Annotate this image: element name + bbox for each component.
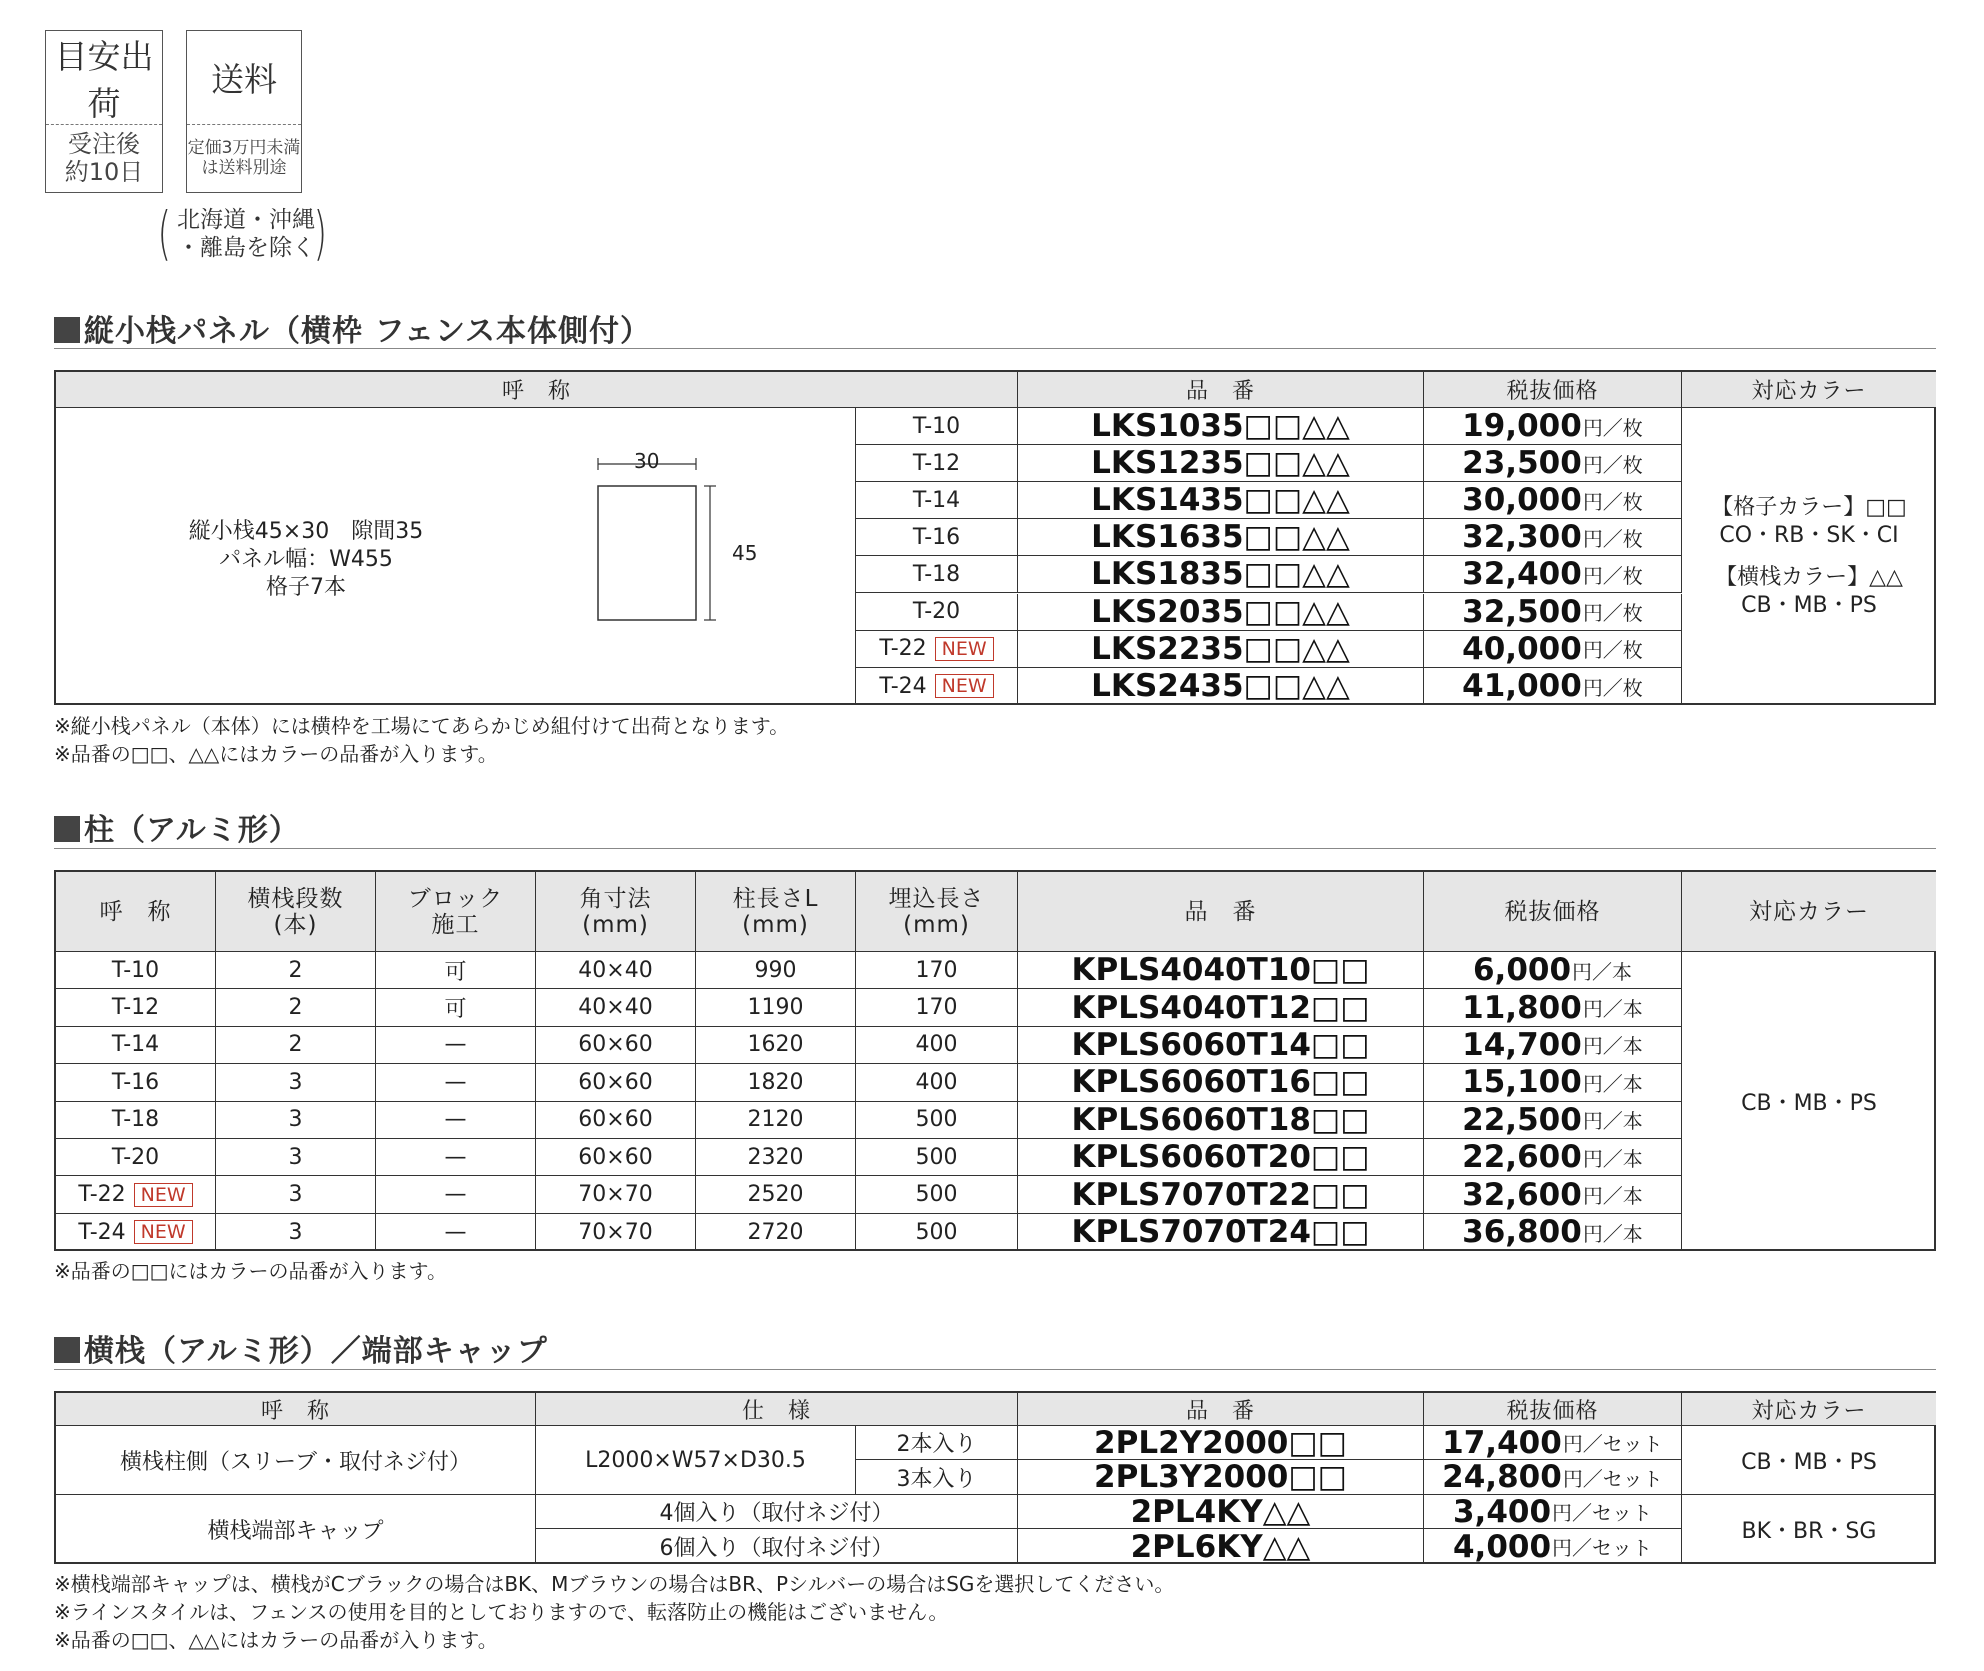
price-unit: 円／本 (1582, 1184, 1643, 1209)
size-name-cell (56, 952, 216, 989)
t3-header-color: 対応カラー (1682, 1393, 1936, 1426)
post-embed: 170 (856, 952, 1018, 989)
price-cell (1424, 594, 1682, 631)
size-name: T-16 (111, 1069, 160, 1095)
shipping-fee-line2: は送料別途 (201, 157, 287, 178)
price-value: 22,500 (1462, 1101, 1582, 1138)
price-unit: 円／本 (1582, 1109, 1643, 1134)
shipping-estimate-line2: 約10日 (64, 157, 144, 186)
price-value: 32,300 (1462, 519, 1582, 556)
panel-color-cell (1682, 408, 1936, 705)
post-block: — (376, 1176, 536, 1213)
part-number: KPLS7070T22□□ (1018, 1176, 1424, 1213)
new-badge: NEW (935, 637, 994, 661)
size-name-cell (56, 1176, 216, 1213)
size-name-cell (856, 594, 1018, 631)
price-unit: 円／本 (1582, 997, 1643, 1022)
post-size: 60×60 (536, 1139, 696, 1176)
shipping-fee-box (186, 30, 302, 193)
size-name: T-24 (78, 1219, 126, 1245)
price-cell (1424, 631, 1682, 668)
size-name-cell (856, 556, 1018, 593)
price-unit: 円／枚 (1582, 563, 1643, 588)
section2-note: ※品番の□□にはカラーの品番が入ります。 (54, 1259, 447, 1283)
price-value: 36,800 (1462, 1214, 1582, 1251)
cap-price-unit: 円／セット (1552, 1501, 1653, 1525)
t3-header-name: 呼 称 (56, 1393, 536, 1426)
post-length: 1190 (696, 989, 856, 1026)
price-unit: 円／枚 (1582, 675, 1643, 700)
section3-rule (54, 1369, 1936, 1370)
cap-price (1424, 1495, 1682, 1529)
post-size: 60×60 (536, 1064, 696, 1101)
panel-spec-line1: 縦小栈45×30 隙間35 (188, 519, 424, 544)
post-tiers: 2 (216, 1027, 376, 1064)
post-tiers: 3 (216, 1176, 376, 1213)
t2-header-price: 税抜価格 (1424, 872, 1682, 952)
part-number: LKS1835□□△△ (1018, 556, 1424, 593)
price-cell (1424, 1027, 1682, 1064)
price-cell (1424, 952, 1682, 989)
open-paren: ( (157, 199, 172, 267)
part-number: KPLS6060T16□□ (1018, 1064, 1424, 1101)
section1-note: ※品番の□□、△△にはカラーの品番が入ります。 (54, 742, 498, 766)
post-price-table (54, 870, 1936, 1251)
part-number: KPLS7070T24□□ (1018, 1214, 1424, 1251)
price-value: 14,700 (1462, 1026, 1582, 1063)
rail-price-unit: 円／セット (1562, 1432, 1663, 1456)
panel-price-table (54, 370, 1936, 705)
rail-cap-price-table (54, 1391, 1936, 1564)
section1-notes (54, 712, 789, 768)
size-name-cell (56, 1027, 216, 1064)
close-paren: ) (313, 199, 328, 267)
region-note-line2: ・離島を除く (177, 235, 315, 261)
cap-qty-6: 6個入り（取付ネジ付） (536, 1529, 1018, 1564)
price-cell (1424, 445, 1682, 482)
post-color-cell: CB・MB・PS (1741, 1091, 1877, 1116)
price-cell (1424, 668, 1682, 705)
post-size: 70×70 (536, 1214, 696, 1251)
post-embed: 400 (856, 1064, 1018, 1101)
price-cell (1424, 989, 1682, 1026)
price-value: 41,000 (1462, 668, 1582, 705)
part-number: KPLS6060T18□□ (1018, 1102, 1424, 1139)
post-size: 70×70 (536, 1176, 696, 1213)
diagram-width-label: 30 (634, 449, 660, 473)
cap-price-value: 3,400 (1452, 1493, 1552, 1530)
price-unit: 円／枚 (1582, 489, 1643, 514)
size-name: T-24 (879, 673, 927, 699)
t2-header-size: 角寸法 (mm) (536, 872, 696, 952)
square-bullet-icon (54, 317, 80, 343)
part-number: LKS1635□□△△ (1018, 519, 1424, 556)
size-name: T-14 (111, 1032, 160, 1058)
price-unit: 円／本 (1582, 1146, 1643, 1171)
price-cell (1424, 408, 1682, 445)
rail-spec-cell: L2000×W57×D30.5 (536, 1426, 856, 1495)
section2-title-text: 柱（アルミ形） (84, 813, 300, 848)
cap-price-value: 4,000 (1452, 1528, 1552, 1565)
price-value: 22,600 (1462, 1139, 1582, 1176)
post-block: 可 (376, 989, 536, 1026)
t3-header-spec: 仕 様 (536, 1393, 1018, 1426)
post-block: 可 (376, 952, 536, 989)
post-embed: 170 (856, 989, 1018, 1026)
price-cell (1424, 1064, 1682, 1101)
rail-color-values: CB・MB・PS (1741, 592, 1877, 618)
size-name: T-10 (111, 957, 160, 983)
post-size: 40×40 (536, 989, 696, 1026)
post-length: 1620 (696, 1027, 856, 1064)
section3-note: ※横栈端部キャップは、横栈がCブラックの場合はBK、Mブラウンの場合はBR、Pシルバーの場合はSGを選択してください。 (54, 1572, 1175, 1596)
post-length: 990 (696, 952, 856, 989)
price-unit: 円／枚 (1582, 601, 1643, 626)
t2-header-name: 呼 称 (56, 872, 216, 952)
price-value: 6,000 (1472, 952, 1572, 989)
panel-spec-line3: 格子7本 (266, 575, 346, 600)
size-name: T-10 (912, 413, 961, 439)
price-value: 32,400 (1462, 556, 1582, 593)
t2-header-block: ブロック 施工 (376, 872, 536, 952)
t3-header-price: 税抜価格 (1424, 1393, 1682, 1426)
section1-title-text: 縦小栈パネル（横枠 フェンス本体側付） (84, 314, 652, 349)
t2-header-length: 柱長さL (mm) (696, 872, 856, 952)
price-cell (1424, 1139, 1682, 1176)
part-number: KPLS6060T14□□ (1018, 1027, 1424, 1064)
post-tiers: 3 (216, 1139, 376, 1176)
size-name-cell (56, 1102, 216, 1139)
price-unit: 円／本 (1572, 959, 1633, 984)
t2-header-tiers: 横栈段数 (本) (216, 872, 376, 952)
square-bullet-icon (54, 1337, 80, 1363)
part-number: LKS2035□□△△ (1018, 594, 1424, 631)
part-number: KPLS6060T20□□ (1018, 1139, 1424, 1176)
t1-header-part-no: 品 番 (1018, 372, 1424, 408)
size-name: T-18 (912, 561, 961, 587)
post-tiers: 2 (216, 952, 376, 989)
price-value: 11,800 (1462, 989, 1582, 1026)
shipping-estimate-box (45, 30, 163, 193)
part-number: KPLS4040T10□□ (1018, 952, 1424, 989)
lattice-color-label: 【格子カラー】□□ (1711, 494, 1907, 520)
part-number: LKS2435□□△△ (1018, 668, 1424, 705)
rail-qty-3: 3本入り (856, 1460, 1018, 1495)
size-name-cell (856, 631, 1018, 668)
section1-title (54, 306, 651, 350)
shipping-fee-title: 送料 (211, 60, 277, 99)
rail-price (1424, 1460, 1682, 1495)
size-name-cell (56, 1064, 216, 1101)
post-block: — (376, 1214, 536, 1251)
square-bullet-icon (54, 816, 80, 842)
rail-color-cell: CB・MB・PS (1682, 1426, 1936, 1495)
t1-header-color: 対応カラー (1682, 372, 1936, 408)
section2-notes (54, 1257, 447, 1285)
t2-header-color: 対応カラー (1682, 872, 1936, 952)
size-name-cell (856, 482, 1018, 519)
size-name-cell (856, 519, 1018, 556)
cap-price-unit: 円／セット (1552, 1536, 1653, 1560)
price-cell (1424, 1214, 1682, 1251)
cap-price (1424, 1529, 1682, 1564)
part-number: LKS1235□□△△ (1018, 445, 1424, 482)
section3-title-text: 横栈（アルミ形）／端部キャップ (84, 1334, 548, 1369)
size-name: T-18 (111, 1107, 160, 1133)
post-embed: 400 (856, 1027, 1018, 1064)
price-cell (1424, 482, 1682, 519)
rail-qty-2: 2本入り (856, 1426, 1018, 1460)
new-badge: NEW (134, 1220, 193, 1244)
post-size: 40×40 (536, 952, 696, 989)
post-size: 60×60 (536, 1027, 696, 1064)
slat-cross-section-diagram (586, 438, 746, 678)
t2-header-embed: 埋込長さ (mm) (856, 872, 1018, 952)
rail-color-label: 【横栈カラー】△△ (1715, 564, 1903, 590)
lattice-color-values: CO・RB・SK・CI (1719, 522, 1899, 548)
price-value: 32,600 (1462, 1176, 1582, 1213)
size-name: T-22 (879, 636, 927, 662)
rail-price-value: 17,400 (1442, 1424, 1562, 1461)
price-unit: 円／枚 (1582, 452, 1643, 477)
new-badge: NEW (935, 674, 994, 698)
shipping-fee-line1: 定価3万円未満 (187, 137, 301, 158)
post-block: — (376, 1102, 536, 1139)
size-name-cell (56, 1139, 216, 1176)
post-length: 2120 (696, 1102, 856, 1139)
section2-title (54, 805, 300, 849)
post-tiers: 2 (216, 989, 376, 1026)
size-name-cell (856, 445, 1018, 482)
post-length: 2320 (696, 1139, 856, 1176)
price-cell (1424, 519, 1682, 556)
price-unit: 円／枚 (1582, 526, 1643, 551)
price-unit: 円／本 (1582, 1034, 1643, 1059)
section2-rule (54, 848, 1936, 849)
price-value: 23,500 (1462, 445, 1582, 482)
price-cell (1424, 556, 1682, 593)
price-value: 19,000 (1462, 408, 1582, 445)
cap-color-cell: BK・BR・SG (1741, 1519, 1877, 1544)
region-note-line1: 北海道・沖縄 (177, 207, 315, 233)
t3-header-part-no: 品 番 (1018, 1393, 1424, 1426)
post-tiers: 3 (216, 1102, 376, 1139)
price-unit: 円／枚 (1582, 638, 1643, 663)
rail-price-value: 24,800 (1442, 1459, 1562, 1495)
cap-qty-4: 4個入り（取付ネジ付） (536, 1495, 1018, 1529)
region-exclusion-note (153, 200, 343, 270)
rail-part-no: 2PL3Y2000□□ (1018, 1460, 1424, 1495)
price-value: 32,500 (1462, 593, 1582, 630)
size-name: T-12 (111, 995, 160, 1021)
t1-header-name: 呼 称 (56, 372, 1018, 408)
size-name: T-16 (912, 524, 961, 550)
section3-note: ※品番の□□、△△にはカラーの品番が入ります。 (54, 1628, 498, 1652)
price-cell (1424, 1102, 1682, 1139)
post-embed: 500 (856, 1102, 1018, 1139)
section1-note: ※縦小栈パネル（本体）には横枠を工場にてあらかじめ組付けて出荷となります。 (54, 714, 790, 738)
rail-name-cell: 横栈柱側（スリーブ・取付ネジ付） (56, 1426, 536, 1495)
post-embed: 500 (856, 1214, 1018, 1251)
size-name-cell (56, 989, 216, 1026)
new-badge: NEW (134, 1183, 193, 1207)
price-unit: 円／枚 (1582, 415, 1643, 440)
price-value: 15,100 (1462, 1064, 1582, 1101)
post-tiers: 3 (216, 1214, 376, 1251)
shipping-estimate-title: 目安出荷 (54, 36, 154, 123)
post-length: 1820 (696, 1064, 856, 1101)
section3-notes (54, 1570, 1174, 1654)
size-name-cell (856, 668, 1018, 705)
t1-header-price: 税抜価格 (1424, 372, 1682, 408)
diagram-height-label: 45 (732, 541, 758, 565)
panel-spec-cell (56, 408, 856, 705)
shipping-estimate-line1: 受注後 (68, 129, 140, 158)
cap-part-no: 2PL6KY△△ (1018, 1529, 1424, 1564)
post-block: — (376, 1064, 536, 1101)
post-block: — (376, 1139, 536, 1176)
price-value: 30,000 (1462, 482, 1582, 519)
part-number: LKS1035□□△△ (1018, 408, 1424, 445)
part-number: KPLS4040T12□□ (1018, 989, 1424, 1026)
size-name-cell (56, 1214, 216, 1251)
size-name: T-12 (912, 450, 961, 476)
part-number: LKS2235□□△△ (1018, 631, 1424, 668)
post-length: 2520 (696, 1176, 856, 1213)
t2-header-part_no: 品 番 (1018, 872, 1424, 952)
post-block: — (376, 1027, 536, 1064)
section3-title (54, 1326, 548, 1370)
cap-name-cell: 横栈端部キャップ (56, 1495, 536, 1564)
panel-spec-line2: パネル幅：W455 (219, 547, 393, 572)
post-embed: 500 (856, 1139, 1018, 1176)
price-cell (1424, 1176, 1682, 1213)
price-unit: 円／本 (1582, 1071, 1643, 1096)
post-size: 60×60 (536, 1102, 696, 1139)
price-value: 40,000 (1462, 630, 1582, 667)
price-unit: 円／本 (1582, 1221, 1643, 1246)
post-embed: 500 (856, 1176, 1018, 1213)
size-name-cell (856, 408, 1018, 445)
cap-part-no: 2PL4KY△△ (1018, 1495, 1424, 1529)
post-tiers: 3 (216, 1064, 376, 1101)
section1-rule (54, 348, 1936, 349)
rail-price-unit: 円／セット (1562, 1466, 1663, 1491)
size-name: T-20 (111, 1144, 160, 1170)
rail-part-no: 2PL2Y2000□□ (1018, 1426, 1424, 1460)
size-name: T-14 (912, 487, 961, 513)
part-number: LKS1435□□△△ (1018, 482, 1424, 519)
section3-note: ※ラインスタイルは、フェンスの使用を目的としておりますので、転落防止の機能はございません。 (54, 1600, 949, 1624)
post-length: 2720 (696, 1214, 856, 1251)
size-name: T-20 (912, 599, 961, 625)
size-name: T-22 (78, 1182, 126, 1208)
rail-price (1424, 1426, 1682, 1460)
